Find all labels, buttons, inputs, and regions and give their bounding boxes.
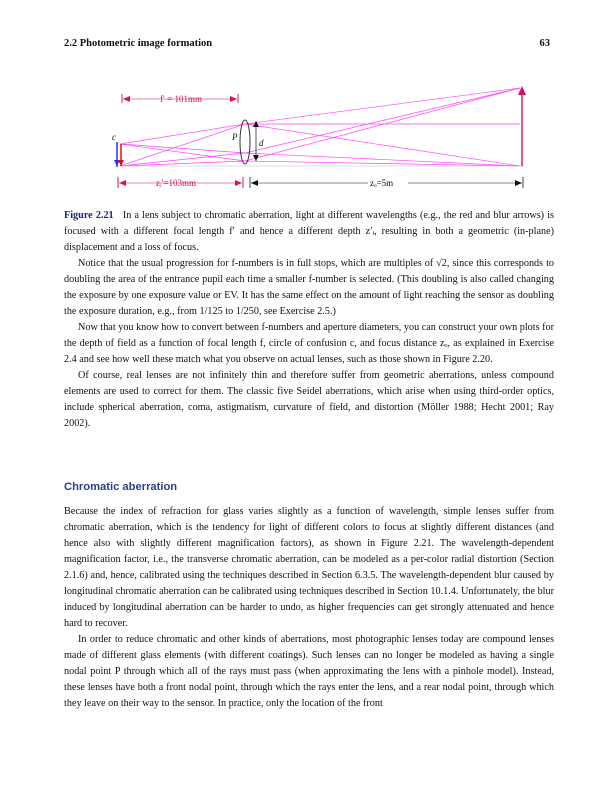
chromatic-aberration-figure (0, 0, 614, 205)
section-title: 2.2 Photometric image formation (64, 38, 213, 49)
paragraph: In order to reduce chromatic and other kinds of aberrations, most photographic lenses today are compound lenses made of different glass elements (with different coatings). Such lenses can no longer be modeled as having a single nodal point P through which all of the rays must pass (when approximating the lens with a pinhole model). Instead, these lenses have both a front nodal point, through which the rays enter the lens, and a rear nodal point, through which they leave on their way to the sensor. In practice, only the location of the front (64, 634, 554, 709)
circle-of-confusion-label: c (112, 132, 116, 142)
paragraph: Notice that the usual progression for f-numbers is in full stops, which are multiples of √2, since this corresponds to doubling the area of the entrance pupil each time a smaller f-number is selected. (This doubling is also called changing the exposure by one exposure value or EV. It has the same effect on the amount of light reaching the sensor as doubling the exposure duration, e.g., from 1/125 to 1/250, see Exercise 2.5.) (64, 258, 554, 317)
image-distance-label: zᵢ′=103mm (156, 178, 197, 188)
section-heading: Chromatic aberration (64, 481, 178, 493)
focal-length-label: f′ = 101mm (160, 94, 203, 104)
nodal-point-label: P (232, 132, 238, 142)
object-distance-dimension (250, 177, 523, 189)
figure-number: Figure 2.21 (64, 210, 114, 221)
page-number: 63 (539, 38, 550, 49)
body-text-top (64, 256, 554, 432)
image-distance-dimension (118, 177, 243, 188)
aperture-label: d (259, 138, 264, 148)
paragraph: Of course, real lenses are not infinitely thin and therefore suffer from geometric aberrations, unless compound elements are used to correct for them. The classic five Seidel aberrations, which arise when using third-order optics, include spherical aberration, coma, astigmatism, curvature of field, and distortion (Möller 1988; Hecht 2001; Ray 2002). (64, 370, 554, 429)
paragraph: Now that you know how to convert between f-numbers and aperture diameters, you can construct your own plots for the depth of field as a function of focal length f, circle of confusion c, and focus distance zₒ, as explained in Exercise 2.4 and see how well these match what you observe on actual lenses, such as those shown in Figure 2.20. (64, 322, 554, 365)
paragraph: Because the index of refraction for glass varies slightly as a function of wavelength, simple lenses suffer from chromatic aberration, which is the tendency for light of different colors to focus at slightly different distances (and hence also with slightly different magnification factors), as shown in Figure 2.21. The wavelength-dependent magnification factor, i.e., the transverse chromatic aberration, can be modeled as a per-color radial distortion (Section 2.1.6) and, hence, calibrated using the techniques described in Section 6.3.5. The wavelength-dependent blur caused by longitudinal chromatic aberration can be calibrated using techniques described in Section 10.1.4. Unfortunately, the blur induced by longitudinal aberration can be harder to undo, as higher frequencies can get strongly attenuated and hence hard to recover. (64, 506, 554, 629)
body-text-bottom (64, 504, 554, 712)
object-distance-label: zₒ=5m (370, 178, 394, 188)
lens (240, 120, 250, 164)
caption-text: In a lens subject to chromatic aberration, light at different wavelengths (e.g., the red and blur arrows) is focused with a different focal length f′ and hence a different depth z′ᵢ, resulting in both a geometric (in-plane) displacement and a loss of focus. (64, 210, 554, 253)
figure-caption (64, 208, 554, 256)
focal-length-dimension (122, 94, 238, 104)
image-arrows (112, 132, 124, 167)
object-arrow (518, 86, 526, 166)
